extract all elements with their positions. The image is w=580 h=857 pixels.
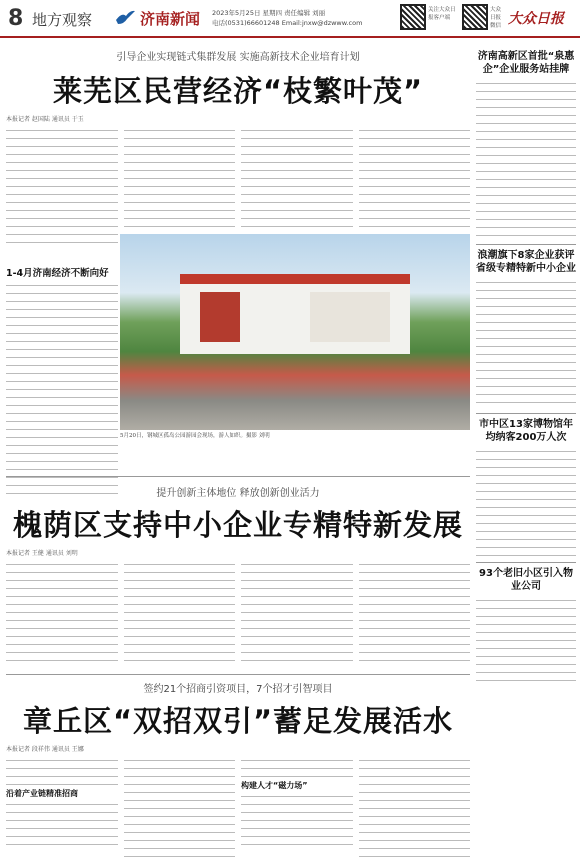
text-lines — [241, 793, 353, 851]
story-headline: 槐荫区支持中小企业专精特新发展 — [12, 508, 463, 542]
text-column — [6, 282, 118, 494]
text-lines — [6, 801, 118, 851]
brief-headline: 济南高新区首批“泉惠企”企业服务站挂牌 — [477, 51, 575, 75]
text-lines — [241, 757, 353, 779]
qr-caption: 关注大众日报客户端 — [428, 7, 456, 21]
text-column — [241, 127, 353, 247]
brief-headline: 市中区13家博物馆年均纳客200万人次 — [479, 419, 573, 443]
brief-body — [476, 279, 576, 409]
photo-caption: 5月20日，钢城区孤岛公园游园会现场，游人如织。摄影 刘明 — [120, 433, 270, 439]
issue-date: 2023年5月25日 星期四 责任编辑 刘丽 — [212, 9, 326, 17]
story-byline: 本报记者 赵国陆 通讯员 于玉 — [6, 116, 84, 123]
story-zhangqiu — [6, 680, 470, 857]
qr-code-icon — [462, 4, 488, 30]
text-column — [359, 757, 471, 857]
divider — [476, 562, 576, 563]
divider — [476, 413, 576, 414]
text-column — [241, 757, 353, 857]
page-number: 8 — [8, 6, 24, 31]
text-column — [359, 561, 471, 667]
masthead-logo: 大众日报 — [508, 11, 564, 27]
brief-body — [476, 597, 576, 687]
story-sidebar-left — [6, 262, 118, 494]
text-column — [6, 757, 118, 857]
story-kicker: 提升创新主体地位 释放创新创业活力 — [156, 488, 320, 499]
qr-caption: 大众日报微信 — [490, 7, 502, 29]
event-photo — [120, 234, 470, 430]
story-kicker: 签约21个招商引资项目，7个招才引智项目 — [143, 684, 333, 695]
section-label: 地方观察 — [32, 11, 93, 29]
text-column — [124, 127, 236, 247]
story-huaiyin — [6, 484, 470, 667]
brief-body — [476, 80, 576, 240]
brief-headline: 93个老旧小区引入物业公司 — [479, 568, 573, 592]
text-lines — [6, 757, 118, 787]
story-kicker: 引导企业实现链式集群发展 实施高新技术企业培育计划 — [116, 52, 360, 63]
pavilion-illustration — [120, 234, 470, 430]
text-column — [359, 127, 471, 247]
issue-meta — [212, 8, 362, 28]
story-byline: 本报记者 王健 通讯员 刘明 — [6, 550, 78, 557]
brief-headline: 浪潮旗下8家企业获评省级专精特新中小企业 — [476, 250, 576, 274]
story-headline: 章丘区“双招双引”蓄足发展活水 — [22, 704, 454, 738]
story-headline: 莱芜区民营经济“枝繁叶茂” — [52, 74, 424, 108]
contact-line: 电话(0531)66601248 Email:jnxw@dzwww.com — [212, 19, 363, 27]
swallow-logo-icon — [114, 8, 136, 28]
story-subhead: 1-4月济南经济不断向好 — [6, 268, 109, 279]
story-subhead: 沿着产业链精准招商 — [6, 789, 78, 798]
divider — [476, 244, 576, 245]
divider — [6, 476, 470, 477]
text-column — [124, 757, 236, 857]
text-column — [241, 561, 353, 667]
story-subhead: 构建人才“磁力场” — [241, 781, 308, 790]
text-column — [6, 561, 118, 667]
section-name: 济南新闻 — [140, 10, 201, 28]
story-byline: 本报记者 段祥伟 通讯员 王娜 — [6, 746, 84, 753]
text-column — [124, 561, 236, 667]
story-laiwu — [6, 48, 470, 247]
text-column — [6, 127, 118, 247]
divider — [6, 674, 470, 675]
right-sidebar — [476, 42, 576, 687]
page-header — [0, 0, 580, 38]
brief-body — [476, 448, 576, 558]
qr-code-icon — [400, 4, 426, 30]
